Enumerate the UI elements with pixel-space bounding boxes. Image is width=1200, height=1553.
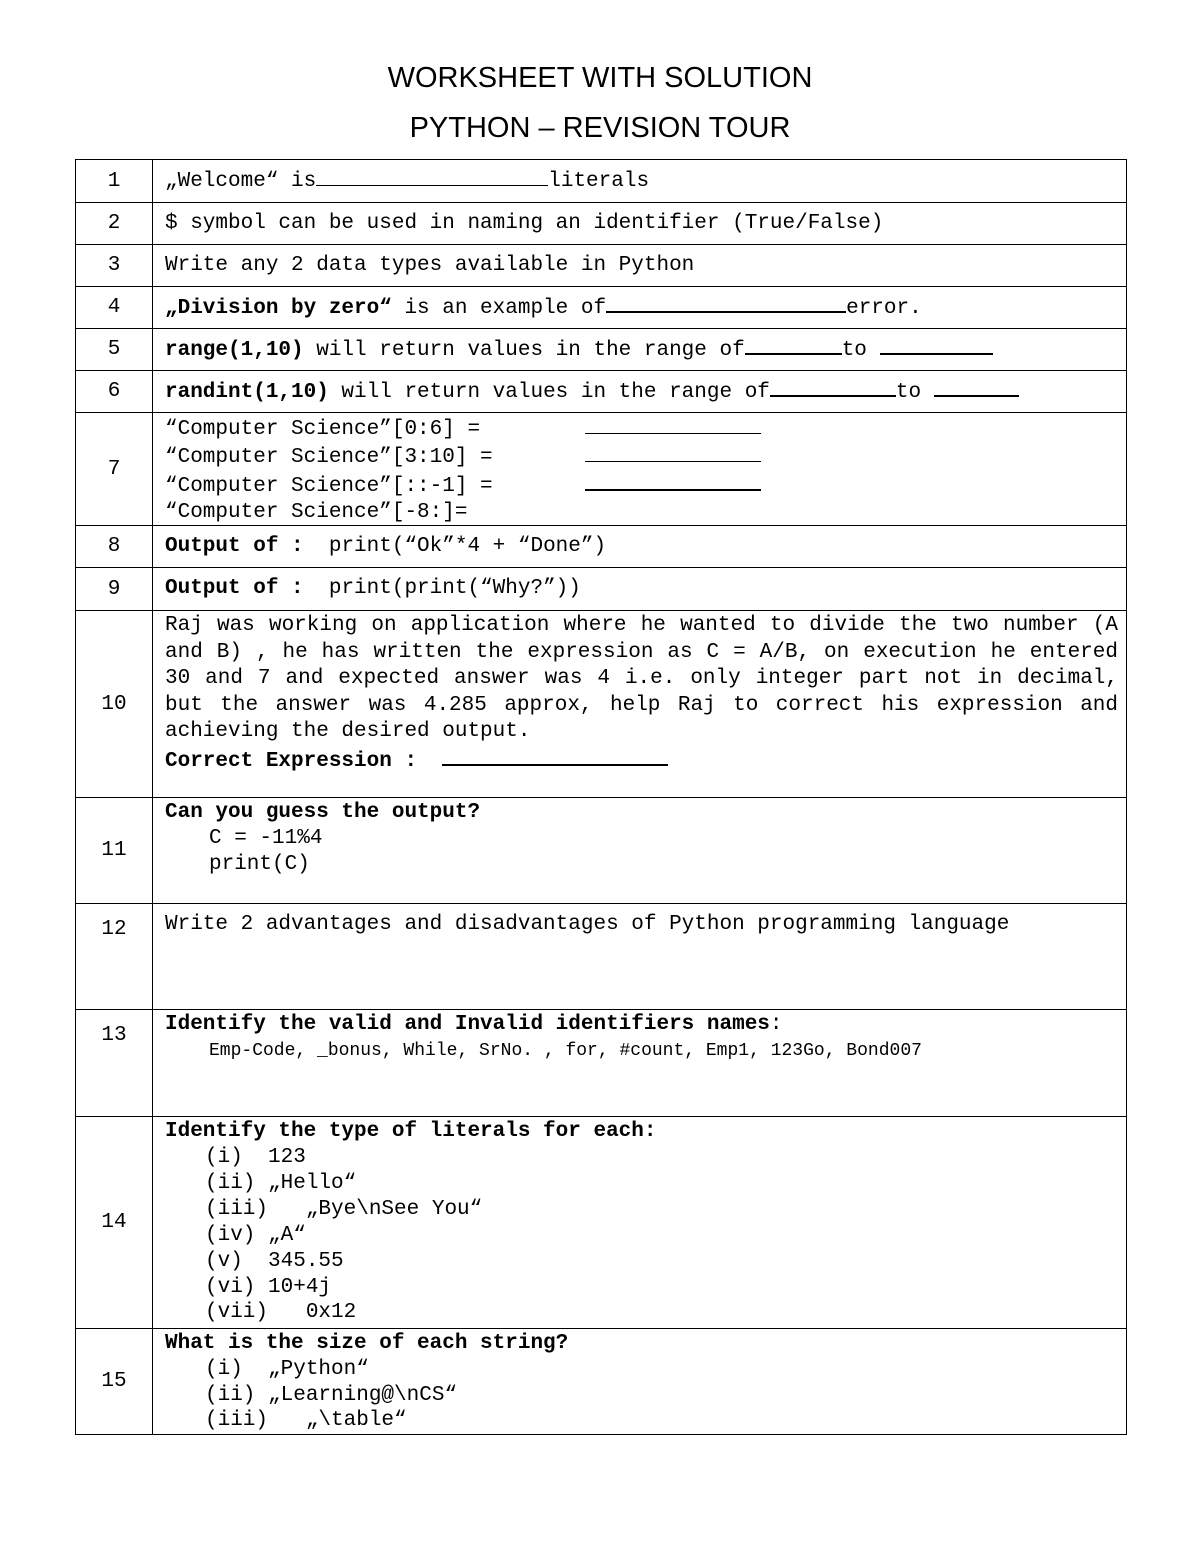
worksheet-title: WORKSHEET WITH SOLUTION: [387, 62, 813, 94]
question-text-part: is an example of: [391, 297, 607, 320]
question-text: [153, 904, 1127, 1010]
question-text-part: :: [769, 1013, 783, 1036]
question-number: 4: [76, 287, 153, 329]
question-row-2: [76, 203, 1127, 245]
answer-blank: [316, 167, 548, 186]
question-bold-text: Output of :: [165, 534, 304, 558]
literal-item: (vi) 10+4j: [205, 1276, 332, 1299]
question-text-part: will return values in the range of: [303, 339, 745, 362]
question-number: [76, 1010, 153, 1117]
question-number: 14: [76, 1117, 153, 1329]
question-text-part: error.: [846, 297, 922, 320]
question-row-11: [76, 798, 1127, 904]
question-row-5: [76, 329, 1127, 371]
question-text: [153, 526, 1127, 568]
questions-table: [75, 159, 1127, 1435]
question-row-10: [76, 611, 1127, 798]
literal-item: (ii) „Hello“: [205, 1172, 357, 1195]
question-number-text: 13: [101, 1024, 127, 1047]
slice-expression: “Computer Science”[3:10] =: [165, 446, 493, 469]
question-row-7: [76, 413, 1127, 526]
question-text-part: $ symbol can be used in naming an identifier (True/False): [165, 211, 884, 235]
worksheet-subtitle: PYTHON – REVISION TOUR: [409, 112, 791, 144]
slice-expression: “Computer Science”[-8:]=: [165, 501, 468, 524]
question-text: [153, 287, 1127, 329]
question-bold-text: „Division by zero“: [165, 297, 392, 320]
question-row-3: [76, 245, 1127, 287]
answer-blank: [880, 335, 993, 355]
question-text-part: literals: [548, 170, 650, 193]
question-row-1: [76, 160, 1127, 203]
question-text-part: will return values in the range of: [328, 381, 770, 404]
answer-blank: [606, 293, 846, 313]
question-text: [153, 371, 1127, 413]
question-row-8: [76, 526, 1127, 568]
answer-blank: [745, 335, 842, 355]
question-number: 1: [76, 160, 153, 203]
question-number: 9: [76, 568, 153, 611]
question-number: 8: [76, 526, 153, 568]
question-number: 2: [76, 203, 153, 245]
slice-expression: “Computer Science”[0:6] =: [165, 418, 481, 441]
question-paragraph: Raj was working on application where he wanted to divide the two number (A and B) , he has written the expression as C = A/B, on execution he entered 30 and 7 and expected answer was 4 i.e. only integer part not in decimal, but the answer was 4.285 approx, help Raj to correct his expression and achieving the desired output.: [165, 614, 1118, 743]
code-line: C = -11%4: [209, 827, 323, 850]
question-bold-text: What is the size of each string?: [165, 1332, 569, 1355]
question-text-part: Write 2 advantages and disadvantages of Python programming language: [165, 913, 1010, 936]
question-text: [153, 611, 1127, 798]
question-row-15: [76, 1329, 1127, 1435]
question-bold-text: randint(1,10): [165, 381, 329, 404]
question-bold-text: Identify the type of literals for each:: [165, 1120, 657, 1143]
question-row-14: [76, 1117, 1127, 1329]
question-text: [153, 798, 1127, 904]
slice-expression: “Computer Science”[::-1] =: [165, 475, 493, 498]
question-bold-text: Output of :: [165, 577, 304, 600]
literal-item: (v) 345.55: [205, 1250, 344, 1273]
answer-blank: [442, 746, 668, 766]
question-text: [153, 1010, 1127, 1117]
question-row-12: [76, 904, 1127, 1010]
question-number: 7: [76, 413, 153, 526]
question-row-9: [76, 568, 1127, 611]
question-row-13: [76, 1010, 1127, 1117]
question-number: 3: [76, 245, 153, 287]
question-text: [153, 1117, 1127, 1329]
literal-item: (iii) „Bye\nSee You“: [205, 1198, 483, 1221]
code-snippet: print(“Ok”*4 + “Done”): [328, 534, 607, 558]
question-number: 5: [76, 329, 153, 371]
question-text: [153, 413, 1127, 526]
code-line: print(C): [209, 853, 310, 876]
answer-blank: [585, 471, 761, 491]
question-number: 11: [76, 798, 153, 904]
identifier-list: Emp-Code, _bonus, While, SrNo. , for, #count, Emp1, 123Go, Bond007: [209, 1041, 922, 1061]
question-row-6: [76, 371, 1127, 413]
answer-blank: [770, 377, 896, 397]
literal-item: (vii) 0x12: [205, 1301, 357, 1324]
question-bold-text: range(1,10): [165, 339, 304, 362]
question-bold-text: Identify the valid and Invalid identifiers names: [165, 1013, 770, 1036]
question-text-part: „Welcome“ is: [165, 170, 317, 193]
question-number: 6: [76, 371, 153, 413]
question-text-part: Write any 2 data types available in Python: [165, 253, 695, 277]
question-text: [153, 203, 1127, 245]
question-text-part: to: [841, 339, 880, 362]
string-item: (ii) „Learning@\nCS“: [205, 1384, 458, 1407]
question-row-4: [76, 287, 1127, 329]
question-bold-text: Correct Expression :: [165, 749, 418, 773]
question-text: [153, 568, 1127, 611]
question-number-text: 12: [101, 918, 127, 941]
answer-blank: [585, 443, 761, 462]
answer-blank: [934, 377, 1019, 397]
answer-blank: [585, 415, 761, 434]
string-item: (iii) „\table“: [205, 1409, 407, 1432]
question-bold-text: Can you guess the output?: [165, 801, 481, 824]
question-text: [153, 329, 1127, 371]
question-number: 10: [76, 611, 153, 798]
question-text-part: to: [895, 381, 934, 404]
question-number: 15: [76, 1329, 153, 1435]
question-text: [153, 160, 1127, 203]
question-text: [153, 1329, 1127, 1435]
literal-item: (i) 123: [205, 1146, 306, 1169]
literal-item: (iv) „A“: [205, 1224, 306, 1247]
question-number: [76, 904, 153, 1010]
string-item: (i) „Python“: [205, 1358, 369, 1381]
question-text: [153, 245, 1127, 287]
code-snippet: print(print(“Why?”)): [328, 577, 581, 600]
